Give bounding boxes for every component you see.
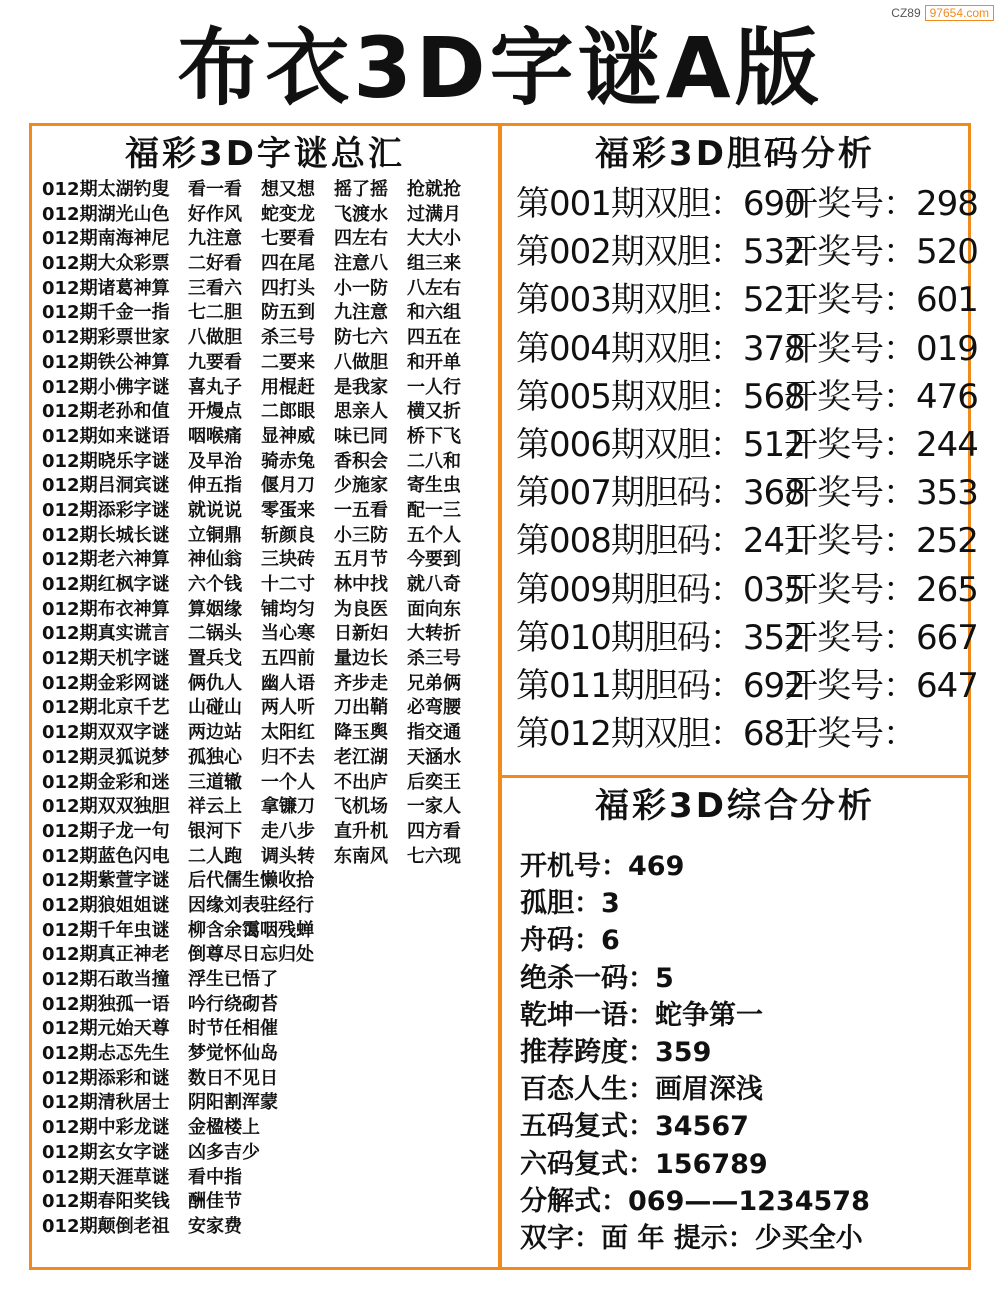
riddle-row: [42, 425, 480, 450]
riddle-row: [42, 820, 480, 845]
riddle-clue: 量边长: [334, 648, 388, 670]
riddle-clue: 酬佳节: [188, 1191, 242, 1213]
analysis-row: 五码复式：34567: [520, 1111, 749, 1143]
riddle-clue: 算姻缘: [188, 598, 242, 620]
period-row: [516, 276, 978, 324]
riddle-source: 012期颠倒老祖: [42, 1215, 170, 1237]
riddle-clue: 柳含余霭咽残蝉: [188, 919, 314, 941]
riddle-clue: 四五在: [407, 327, 461, 349]
period-dan: 第004期双胆：378: [516, 328, 805, 369]
riddle-row: [42, 450, 480, 475]
riddle-clue: 味已同: [334, 425, 388, 447]
period-row: [516, 421, 978, 469]
analysis-row: 百态人生：画眉深浅: [520, 1074, 763, 1106]
riddle-source: 012期真实谎言: [42, 623, 170, 645]
riddle-source: 012期诸葛神算: [42, 277, 170, 299]
riddle-source: 012期千金一指: [42, 302, 170, 324]
riddle-source: 012期元始天尊: [42, 1018, 170, 1040]
riddle-clue: 咽喉痛: [188, 425, 242, 447]
riddle-source: 012期南海神尼: [42, 228, 170, 250]
riddle-row: [42, 672, 480, 697]
analysis-row: 双字：面 年 提示：少买全小: [520, 1222, 863, 1254]
riddle-source: 012期子龙一句: [42, 820, 170, 842]
analysis-row: 六码复式：156789: [520, 1148, 768, 1180]
riddle-clue: 好作风: [188, 203, 242, 225]
riddle-source: 012期太湖钓叟: [42, 179, 170, 200]
riddle-clue: 二要来: [261, 351, 315, 373]
riddle-source: 012期湖光山色: [42, 203, 170, 225]
period-row: [516, 710, 978, 758]
riddle-source: 012期中彩龙谜: [42, 1117, 170, 1139]
period-dan: 第012期双胆：681: [516, 714, 805, 755]
riddle-clue: 五个人: [407, 524, 461, 546]
riddle-clue: 安家费: [188, 1215, 242, 1237]
watermark-prefix: CZ89: [891, 6, 921, 20]
period-dan: 第010期胆码：352: [516, 617, 805, 658]
riddle-clue: 八做胆: [334, 351, 388, 373]
riddle-clue: 天涵水: [407, 746, 461, 768]
riddle-clue: 七要看: [261, 228, 315, 250]
dan-analysis-heading: 福彩3D胆码分析: [595, 134, 875, 174]
riddle-row: [42, 1141, 480, 1166]
riddle-clue: 组三来: [407, 253, 461, 275]
riddle-clue: 孤独心: [188, 746, 242, 768]
riddle-row: [42, 894, 480, 919]
riddle-row: [42, 524, 480, 549]
riddle-source: 012期金彩网谜: [42, 672, 170, 694]
period-dan: 第011期胆码：692: [516, 665, 805, 706]
riddle-clue: 香积会: [334, 450, 388, 472]
riddle-clue: 一人行: [407, 376, 461, 398]
period-dan: 第008期胆码：241: [516, 521, 805, 562]
riddle-row: [42, 795, 480, 820]
riddle-clue: 开熳点: [188, 401, 242, 423]
riddle-clue: 和六组: [407, 302, 461, 324]
riddle-source: 012期铁公神算: [42, 351, 170, 373]
riddle-clue: 太阳红: [261, 722, 315, 744]
riddle-clue: 用棍赶: [261, 376, 315, 398]
riddle-row: [42, 1017, 480, 1042]
riddle-clue: 不出庐: [334, 771, 388, 793]
riddle-clue: 二好看: [188, 253, 242, 275]
riddle-clue: 面向东: [407, 598, 461, 620]
period-draw: 开奖号：667: [784, 617, 978, 658]
riddle-clue: 三道辙: [188, 771, 242, 793]
riddle-source: 012期灵狐说梦: [42, 746, 170, 768]
riddle-clue: 阴阳割浑蒙: [188, 1092, 278, 1114]
riddle-clue: 就说说: [188, 499, 242, 521]
riddle-clue: 必弯腰: [407, 697, 461, 719]
comprehensive-heading: 福彩3D综合分析: [595, 786, 875, 826]
riddle-clue: 二人跑: [188, 845, 242, 867]
riddle-source: 012期千年虫谜: [42, 919, 170, 941]
riddle-clue: 小一防: [334, 277, 388, 299]
riddle-row: [42, 1067, 480, 1092]
riddle-clue: 一五看: [334, 499, 388, 521]
riddle-clue: 三块砖: [261, 549, 315, 571]
period-draw: 开奖号：252: [784, 521, 978, 562]
riddle-clue: 摇了摇: [334, 179, 388, 200]
riddle-clue: 立铜鼎: [188, 524, 242, 546]
period-dan: 第007期胆码：368: [516, 473, 805, 514]
riddle-clue: 三看六: [188, 277, 242, 299]
riddle-clue: 二八和: [407, 450, 461, 472]
period-row: [516, 517, 978, 565]
riddle-clue: 一个人: [261, 771, 315, 793]
riddle-row: [42, 400, 480, 425]
riddle-clue: 两人听: [261, 697, 315, 719]
riddle-clue: 九要看: [188, 351, 242, 373]
riddle-clue: 幽人语: [261, 672, 315, 694]
riddle-clue: 看中指: [188, 1166, 242, 1188]
riddle-row: [42, 474, 480, 499]
riddle-clue: 四打头: [261, 277, 315, 299]
riddle-source: 012期金彩和迷: [42, 771, 170, 793]
riddle-clue: 当心寒: [261, 623, 315, 645]
riddle-clue: 八左右: [407, 277, 461, 299]
riddle-row: [42, 647, 480, 672]
riddle-source: 012期红枫字谜: [42, 574, 170, 595]
riddle-clue: 凶多吉少: [188, 1141, 260, 1163]
riddle-row: [42, 301, 480, 326]
riddle-clue: 日新妇: [334, 623, 388, 645]
riddle-clue: 配一三: [407, 499, 461, 521]
riddle-row: [42, 1166, 480, 1191]
riddle-clue: 因缘刘表驻经行: [188, 894, 314, 916]
riddle-source: 012期布衣神算: [42, 598, 170, 620]
riddle-list: [42, 178, 480, 1240]
period-draw: 开奖号：520: [784, 232, 978, 273]
riddle-row: [42, 598, 480, 623]
riddle-clue: 蛇变龙: [261, 203, 315, 225]
period-dan: 第005期双胆：568: [516, 376, 805, 417]
riddle-clue: 五月节: [334, 549, 388, 571]
riddle-row: [42, 1190, 480, 1215]
riddle-clue: 喜丸子: [188, 376, 242, 398]
period-draw: 开奖号：476: [784, 376, 978, 417]
riddle-clue: 寄生虫: [407, 475, 461, 497]
riddle-clue: 后代儒生懒收拾: [188, 870, 314, 892]
riddle-row: [42, 771, 480, 796]
riddle-row: [42, 1042, 480, 1067]
period-dan: 第009期胆码：035: [516, 569, 805, 610]
riddle-clue: 防五到: [261, 302, 315, 324]
period-draw: 开奖号：265: [784, 569, 978, 610]
riddle-clue: 神仙翁: [188, 549, 242, 571]
riddle-clue: 和开单: [407, 351, 461, 373]
period-row: [516, 180, 978, 228]
riddle-row: [42, 1091, 480, 1116]
riddle-clue: 伸五指: [188, 475, 242, 497]
riddle-summary-panel: [29, 123, 501, 1270]
watermark-site: 97654.com: [925, 5, 994, 21]
riddle-row: [42, 721, 480, 746]
riddle-clue: 看一看: [188, 179, 242, 200]
riddle-clue: 显神威: [261, 425, 315, 447]
riddle-row: [42, 845, 480, 870]
analysis-row: 开机号：469: [520, 851, 685, 882]
period-draw: 开奖号：298: [784, 184, 978, 224]
riddle-source: 012期忐忑先生: [42, 1043, 170, 1065]
period-dan: 第003期双胆：521: [516, 280, 805, 321]
riddle-row: [42, 203, 480, 228]
riddle-row: [42, 326, 480, 351]
riddle-clue: 杀三号: [407, 648, 461, 670]
riddle-row: [42, 178, 480, 203]
period-draw: 开奖号：: [784, 714, 916, 755]
riddle-source: 012期吕洞宾谜: [42, 475, 170, 497]
period-row: [516, 614, 978, 662]
riddle-clue: 后奕王: [407, 771, 461, 793]
riddle-row: [42, 919, 480, 944]
riddle-row: [42, 1116, 480, 1141]
riddle-summary-heading: 福彩3D字谜总汇: [125, 134, 405, 174]
riddle-row: [42, 1215, 480, 1240]
riddle-clue: 想又想: [261, 179, 315, 200]
riddle-clue: 九注意: [334, 302, 388, 324]
riddle-clue: 指交通: [407, 722, 461, 744]
riddle-clue: 飞机场: [334, 796, 388, 818]
riddle-clue: 祥云上: [188, 796, 242, 818]
riddle-clue: 思亲人: [334, 401, 388, 423]
riddle-clue: 降玉舆: [334, 722, 388, 744]
riddle-clue: 六个钱: [188, 574, 242, 595]
period-draw: 开奖号：647: [784, 665, 978, 706]
riddle-source: 012期晓乐字谜: [42, 450, 170, 472]
riddle-source: 012期天涯草谜: [42, 1166, 170, 1188]
riddle-source: 012期老孙和值: [42, 401, 170, 423]
riddle-source: 012期独孤一语: [42, 993, 170, 1015]
riddle-clue: 为良医: [334, 598, 388, 620]
riddle-source: 012期狼姐姐谜: [42, 894, 170, 916]
period-draw: 开奖号：353: [784, 473, 978, 514]
riddle-clue: 四左右: [334, 228, 388, 250]
riddle-clue: 时节任相催: [188, 1018, 278, 1040]
riddle-row: [42, 499, 480, 524]
riddle-source: 012期石敢当撞: [42, 969, 170, 990]
riddle-row: [42, 993, 480, 1018]
period-draw: 开奖号：601: [784, 280, 978, 321]
riddle-source: 012期添彩字谜: [42, 499, 170, 521]
riddle-clue: 两边站: [188, 722, 242, 744]
comprehensive-panel: [499, 775, 971, 1270]
riddle-clue: 直升机: [334, 820, 388, 842]
period-row: [516, 566, 978, 614]
riddle-row: [42, 746, 480, 771]
riddle-clue: 齐步走: [334, 672, 388, 694]
riddle-clue: 八做胆: [188, 327, 242, 349]
riddle-clue: 注意八: [334, 253, 388, 275]
riddle-clue: 四在尾: [261, 253, 315, 275]
riddle-clue: 山碰山: [188, 697, 242, 719]
period-dan: 第006期双胆：512: [516, 424, 805, 465]
riddle-clue: 一家人: [407, 796, 461, 818]
riddle-clue: 二锅头: [188, 623, 242, 645]
period-list: [516, 180, 978, 758]
riddle-clue: 银河下: [188, 820, 242, 842]
riddle-source: 012期双双字谜: [42, 722, 170, 744]
riddle-clue: 过满月: [407, 203, 461, 225]
riddle-clue: 及早治: [188, 450, 242, 472]
riddle-clue: 今要到: [407, 549, 461, 571]
riddle-clue: 归不去: [261, 746, 315, 768]
riddle-clue: 杀三号: [261, 327, 315, 349]
riddle-clue: 七二胆: [188, 302, 242, 324]
riddle-clue: 拿镰刀: [261, 796, 315, 818]
page-title: 布衣3D字谜A版: [177, 19, 823, 117]
period-draw: 开奖号：244: [784, 424, 978, 465]
riddle-clue: 四方看: [407, 820, 461, 842]
riddle-clue: 抢就抢: [407, 179, 461, 200]
period-draw: 开奖号：019: [784, 328, 978, 369]
riddle-clue: 二郎眼: [261, 401, 315, 423]
riddle-clue: 梦觉怀仙岛: [188, 1043, 278, 1065]
riddle-row: [42, 227, 480, 252]
riddle-clue: 五四前: [261, 648, 315, 670]
riddle-source: 012期北京千艺: [42, 697, 170, 719]
riddle-clue: 铺均匀: [261, 598, 315, 620]
riddle-row: [42, 943, 480, 968]
riddle-clue: 俩仇人: [188, 672, 242, 694]
riddle-clue: 桥下飞: [407, 425, 461, 447]
riddle-source: 012期大众彩票: [42, 253, 170, 275]
analysis-list: [520, 848, 870, 1257]
period-row: [516, 469, 978, 517]
period-row: [516, 373, 978, 421]
riddle-source: 012期真正神老: [42, 944, 170, 966]
riddle-source: 012期紫萱字谜: [42, 870, 170, 892]
riddle-row: [42, 968, 480, 993]
riddle-clue: 倒尊尽日忘归处: [188, 944, 314, 966]
riddle-clue: 东南风: [334, 845, 388, 867]
riddle-row: [42, 573, 480, 598]
riddle-clue: 大转折: [407, 623, 461, 645]
riddle-clue: 老江湖: [334, 746, 388, 768]
analysis-row: 推荐跨度：359: [520, 1036, 712, 1068]
riddle-clue: 大大小: [407, 228, 461, 250]
riddle-clue: 金楹楼上: [188, 1117, 260, 1139]
riddle-clue: 零蛋来: [261, 499, 315, 521]
riddle-clue: 防七六: [334, 327, 388, 349]
riddle-clue: 置兵戈: [188, 648, 242, 670]
analysis-row: 舟码：6: [520, 925, 620, 957]
riddle-clue: 七六现: [407, 845, 461, 867]
riddle-row: [42, 376, 480, 401]
riddle-source: 012期长城长谜: [42, 524, 170, 546]
riddle-clue: 调头转: [261, 845, 315, 867]
riddle-source: 012期添彩和谜: [42, 1067, 170, 1089]
analysis-row: 乾坤一语：蛇争第一: [520, 999, 763, 1031]
riddle-clue: 九注意: [188, 228, 242, 250]
riddle-row: [42, 252, 480, 277]
riddle-clue: 就八奇: [407, 574, 461, 595]
riddle-clue: 刀出鞘: [334, 697, 388, 719]
riddle-source: 012期双双独胆: [42, 796, 170, 818]
riddle-source: 012期天机字谜: [42, 648, 170, 670]
riddle-clue: 骑赤兔: [261, 450, 315, 472]
riddle-clue: 是我家: [334, 376, 388, 398]
riddle-clue: 浮生已悟了: [188, 969, 278, 990]
riddle-row: [42, 351, 480, 376]
riddle-source: 012期彩票世家: [42, 327, 170, 349]
riddle-clue: 横又折: [407, 401, 461, 423]
riddle-source: 012期清秋居士: [42, 1092, 170, 1114]
riddle-clue: 小三防: [334, 524, 388, 546]
riddle-clue: 吟行绕砌苔: [188, 993, 278, 1015]
riddle-source: 012期蓝色闪电: [42, 845, 170, 867]
riddle-source: 012期小佛字谜: [42, 376, 170, 398]
riddle-clue: 十二寸: [261, 574, 315, 595]
period-dan: 第001期双胆：690: [516, 184, 805, 224]
period-row: [516, 228, 978, 276]
riddle-source: 012期玄女字谜: [42, 1141, 170, 1163]
riddle-source: 012期老六神算: [42, 549, 170, 571]
riddle-source: 012期春阳奖钱: [42, 1191, 170, 1213]
riddle-row: [42, 622, 480, 647]
riddle-clue: 斩颜良: [261, 524, 315, 546]
riddle-row: [42, 548, 480, 573]
riddle-clue: 走八步: [261, 820, 315, 842]
riddle-clue: 飞渡水: [334, 203, 388, 225]
riddle-row: [42, 277, 480, 302]
analysis-row: 孤胆：3: [520, 888, 620, 920]
period-dan: 第002期双胆：532: [516, 232, 805, 273]
riddle-clue: 偃月刀: [261, 475, 315, 497]
analysis-row: 分解式：069——1234578: [520, 1185, 870, 1217]
riddle-row: [42, 869, 480, 894]
period-row: [516, 662, 978, 710]
riddle-clue: 数日不见日: [188, 1067, 278, 1089]
riddle-clue: 少施家: [334, 475, 388, 497]
period-row: [516, 325, 978, 373]
riddle-clue: 林中找: [334, 574, 388, 595]
riddle-source: 012期如来谜语: [42, 425, 170, 447]
riddle-row: [42, 696, 480, 721]
riddle-clue: 兄弟俩: [407, 672, 461, 694]
analysis-row: 绝杀一码：5: [520, 962, 674, 994]
dan-analysis-panel: [499, 123, 978, 778]
